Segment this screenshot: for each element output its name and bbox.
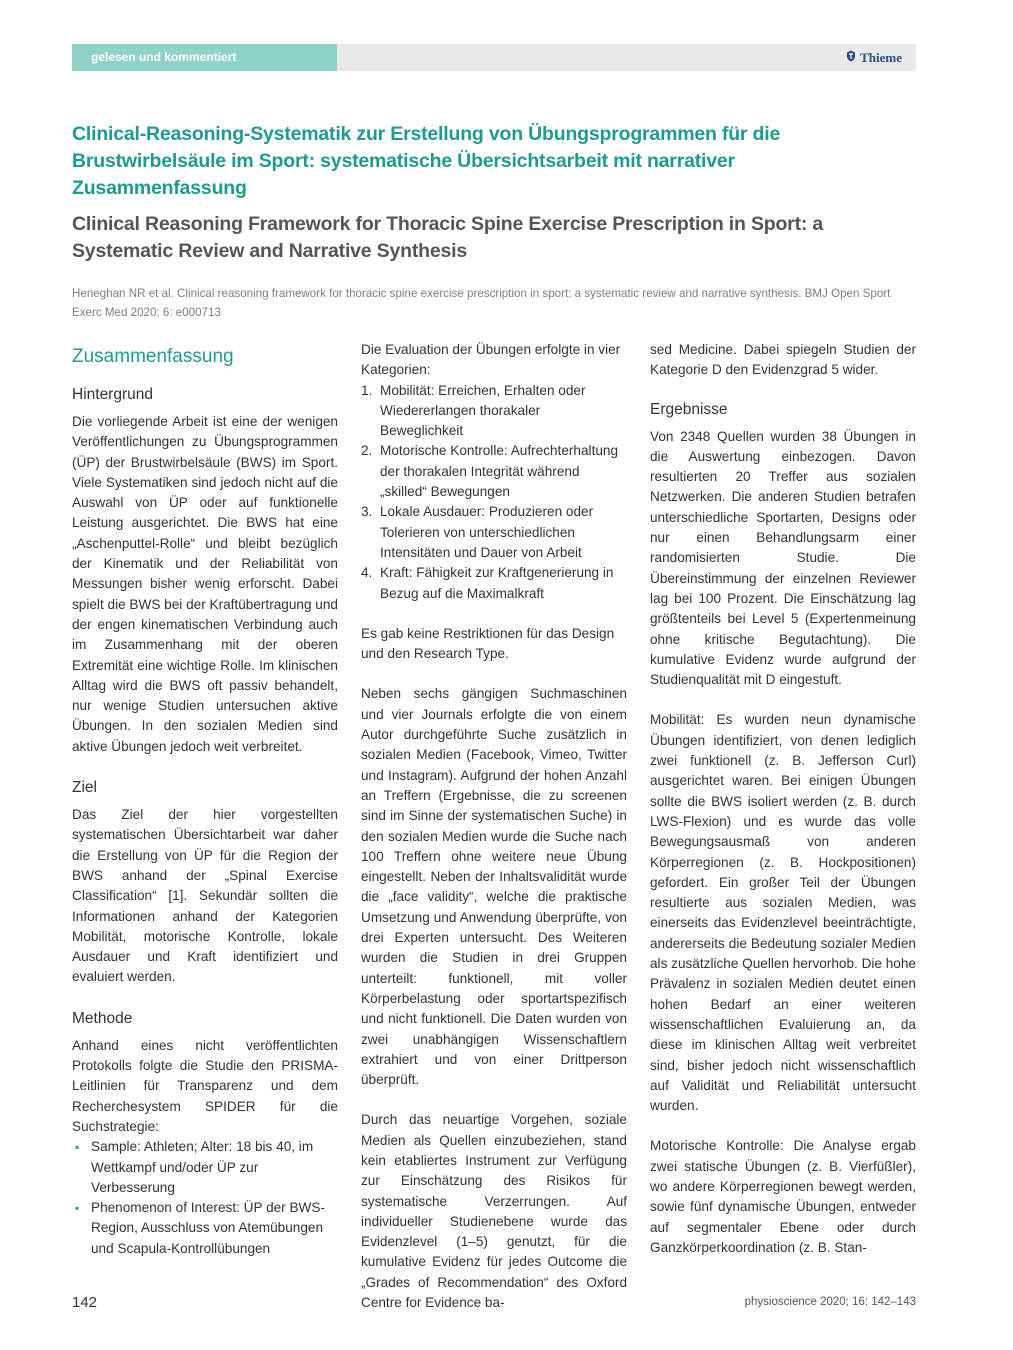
list-item: ▪ Phenomenon of Interest: ÜP der BWS-Region, Ausschluss von Atemübungen und Scapula-Kontrollübungen — [72, 1198, 338, 1259]
continued-text: sed Medicine. Dabei spiegeln Studien der Kategorie D den Evidenzgrad 5 wider. — [650, 342, 916, 378]
list-number: 4. — [361, 565, 373, 581]
results-text: Von 2348 Quellen wurden 38 Übungen in die Auswertung einbezogen. Davon resultierten 20 Treffer aus sozialen Netzwerken. Die anderen Studien betrafen unterschiedliche Sportarten, Designs oder nur einen Behandlungsarm einer randomisierten Studie. Die Übereinstimmung der einzelnen Reviewer lag bei 100 Prozent. Die Einschätzung lag größtenteils bei Level 5 (Expertenmeinung ohne kritische Begutachtung). Die kumulative Evidenz wurde aufgrund der Studienqualität mit D eingestuft. — [650, 428, 916, 688]
list-item — [361, 381, 627, 442]
aim-heading: Ziel — [72, 779, 97, 797]
novel-approach-text: Durch das neuartige Vorgehen, soziale Medien als Quellen einzubeziehen, stand kein etabliertes Instrument zur Verfügung zur Einschätzung des Risikos für systematische Verzerrungen. Auf individueller Studienebene wurde das Evidenzlevel (1–5) genutzt, für die kumulative Evidenz für jedes Outcome die „Grades of Recommendation“ des Oxford Centre for Evidence ba- — [361, 1112, 627, 1311]
aim-text: Das Ziel der hier vorgestellten systematischen Übersichtarbeit war daher die Erstellung von ÜP für die Region der BWS anhand der „Spinal Exercise Classification“ [1]. Sekundär sollten die Informationen anhand der Kategorien Mobilität, motorische Kontrolle, lokale Ausdauer und Kraft identifiziert und evaluiert werden. — [72, 807, 338, 985]
list-item — [361, 502, 627, 563]
page-number: 142 — [72, 1294, 98, 1311]
column-3 — [650, 340, 916, 1258]
method-heading: Methode — [72, 1009, 133, 1027]
category-list — [361, 381, 627, 604]
motor-control-text: Motorische Kontrolle: Die Analyse ergab zwei statische Übungen (z. B. Vierfüßler), wo andere Körperregionen bewegt werden, sowie fünf dynamische Übungen, entweder auf segmentaler Ebene oder durch Ganzkörperkoordination (z. B. Stan- — [650, 1138, 916, 1255]
restrictions-text: Es gab keine Restriktionen für das Design und den Research Type. — [361, 625, 615, 662]
article-title-german: Clinical-Reasoning-Systematik zur Erstellung von Übungsprogrammen für die Brustwirbelsäule im Sport: systematische Übersichtsarbeit mit narrativer Zusammenfassung — [72, 123, 781, 199]
background-text: Die vorliegende Arbeit ist eine der wenigen Veröffentlichungen zu Übungsprogrammen (ÜP) der Brustwirbelsäule (BWS) im Sport. Viele Systematiken sind jedoch nicht auf die Auswahl von ÜP oder auf funktionelle Leistung ausgerichtet. Die BWS hat eine „Aschenputtel-Rolle“ und bleibt bezüglich der Kinematik und der Reliabilität von Messungen bisher wenig erforscht. Dabei spielt die BWS bei der Kraftübertragung und der engen kinematischen Verbindung auch im Zusammenhang mit der oberen Extremität eine wichtige Rolle. Im klinischen Alltag wird die BWS oft passiv behandelt, nur wenige Studien untersuchen aktive Übungen. In den sozialen Medien sind aktive Übungen jedoch weit verbreitet. — [72, 414, 338, 754]
section-label: gelesen und kommentiert — [72, 44, 337, 71]
method-text: Anhand eines nicht veröffentlichten Protokolls folgte die Studie den PRISMA-Leitlinien für Transparenz und dem Recherchesystem SPIDER für die Suchstrategie: — [72, 1037, 338, 1134]
column-1 — [72, 340, 338, 1259]
citation: Heneghan NR et al. Clinical reasoning framework for thoracic spine exercise prescription in sport: a systematic review and narrative synthesis. BMJ Open Sport Exerc Med 2020; 6: e000713 — [72, 287, 891, 319]
list-text: Kraft: Fähigkeit zur Kraftgenerierung in Bezug auf die Maximalkraft — [380, 565, 614, 601]
thieme-logo-icon — [846, 50, 856, 66]
results-heading: Ergebnisse — [650, 400, 728, 418]
list-text: Motorische Kontrolle: Aufrechterhaltung der thorakalen Integrität während „skilled“ Bewegungen — [380, 443, 619, 500]
header-band — [72, 44, 916, 71]
list-item — [361, 563, 627, 604]
column-2 — [361, 340, 627, 1313]
evaluation-intro: Die Evaluation der Übungen erfolgte in vier Kategorien: — [361, 342, 621, 378]
method-bullet-list — [72, 1137, 338, 1259]
list-number: 3. — [361, 504, 373, 520]
mobility-text: Mobilität: Es wurden neun dynamische Übungen identifiziert, von denen lediglich zwei funktionell (z. B. Jefferson Curl) ausgerichtet waren. Bei einigen Übungen sollte die BWS isoliert werden (z. B. durch LWS-Flexion) und es wurde das volle Bewegungsausmaß von anderen Körperregionen (z. B. Hockpositionen) gefordert. Ein großer Teil der Übungen resultierte aus sozialen Medien, was einerseits das Evidenzlevel beeinträchtigte, andererseits die Bedeutung sozialer Medien als zusätzliche Quellen hervorhob. Die hohe Prävalenz in sozialen Medien deutet einen hohen Bedarf an einer weiteren wissenschaftlichen Evaluierung an, da diese im klinischen Alltag weit verbreitet sind, bisher jedoch nicht wissenschaftlich auf Validität und Reliabilität untersucht wurden. — [650, 712, 916, 1114]
list-number: 1. — [361, 382, 373, 398]
list-item: ▪ Sample: Athleten; Alter: 18 bis 40, im Wettkampf und/oder ÜP zur Verbesserung — [72, 1137, 338, 1198]
background-heading: Hintergrund — [72, 386, 153, 403]
list-text: Mobilität: Erreichen, Erhalten oder Wiedererlangen thorakaler Beweglichkeit — [380, 382, 586, 439]
list-text: Lokale Ausdauer: Produzieren oder Tolerieren von unterschiedlichen Intensitäten und Dauer von Arbeit — [380, 504, 594, 560]
summary-heading: Zusammenfassung — [72, 346, 234, 367]
search-text: Neben sechs gängigen Suchmaschinen und vier Journals erfolgte die von einem Autor durchgeführte Suche zusätzlich in sozialen Medien (Facebook, Vimeo, Twitter und Instagram). Aufgrund der hohen Anzahl an Treffern (Ergebnisse, die zu screenen sind im Sinne der systematischen Suche) in den sozialen Medien wurde die Suche nach 100 Treffern ohne weitere neue Übung eingestellt. Neben der Inhaltsvalidität wurde die „face validity“, welche die praktische Umsetzung und Anwendung überprüfte, von drei Experten untersucht. Des Weiteren wurden die Studien in drei Gruppen unterteilt: funktionell, mit voller Körperbelastung oder sportartspezifisch und nicht funktionell. Die Daten wurden von zwei unabhängigen Wissenschaftlern extrahiert und von einer Drittperson überprüft. — [361, 686, 627, 1088]
article-title-english: Clinical Reasoning Framework for Thoracic Spine Exercise Prescription in Sport: a Systematic Review and Narrative Synthesis — [72, 213, 824, 262]
publisher-name: Thieme — [860, 49, 902, 65]
list-number: 2. — [361, 443, 373, 459]
publisher-area — [337, 44, 916, 71]
list-item — [361, 441, 627, 502]
journal-reference: physioscience 2020; 16: 142–143 — [744, 1296, 916, 1308]
